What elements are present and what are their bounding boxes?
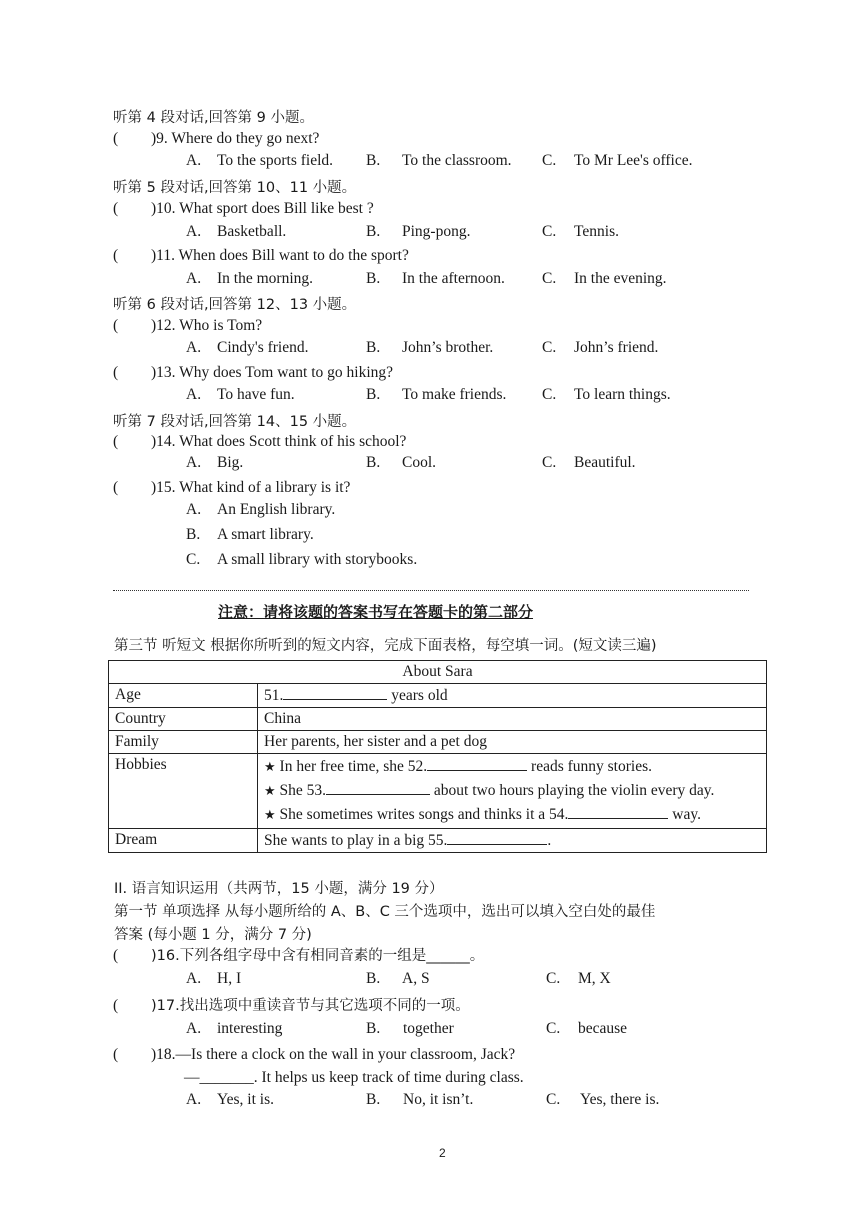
option-label: A. <box>186 1020 202 1037</box>
option-c: In the evening. <box>574 270 667 287</box>
star-icon: ★ <box>264 808 276 823</box>
question-18-reply: —_______. It helps us keep track of time during class. <box>184 1069 524 1086</box>
answer-paren: ( <box>113 433 119 450</box>
option-label: A. <box>186 970 202 987</box>
value-text: She sometimes writes songs and thinks it a 54. <box>279 806 569 823</box>
blank-number: 51. <box>264 687 284 704</box>
option-label: C. <box>542 223 557 240</box>
table-row <box>109 661 767 684</box>
option-c: To learn things. <box>574 386 671 403</box>
option-label: B. <box>366 970 381 987</box>
option-label: C. <box>546 970 561 987</box>
option-label: B. <box>366 152 381 169</box>
option-a: An English library. <box>217 501 336 518</box>
option-c: M, X <box>578 970 611 987</box>
about-sara-table <box>108 660 767 853</box>
table-key: Family <box>109 731 258 754</box>
question-11 <box>113 246 409 266</box>
option-a: Cindy's friend. <box>217 339 309 356</box>
question-text: )15. What kind of a library is it? <box>151 479 351 496</box>
option-b: Ping-pong. <box>402 223 471 240</box>
question-text: )13. Why does Tom want to go hiking? <box>151 364 394 381</box>
option-label: C. <box>186 551 201 568</box>
value-text: In her free time, she 52. <box>279 758 428 775</box>
hobby-line <box>264 779 760 803</box>
question-13 <box>113 363 393 383</box>
value-text: years old <box>391 687 448 704</box>
option-b: A, S <box>402 970 430 987</box>
segment-7-instruction: 听第 7 段对话,回答第 14、15 小题。 <box>113 414 357 430</box>
option-b: To the classroom. <box>402 152 512 169</box>
answer-paren: ( <box>113 997 119 1014</box>
option-c: To Mr Lee's office. <box>574 152 693 169</box>
answer-paren: ( <box>113 1046 119 1063</box>
question-17 <box>113 996 470 1016</box>
segment-6-instruction: 听第 6 段对话,回答第 12、13 小题。 <box>113 297 357 313</box>
option-b: Cool. <box>402 454 437 471</box>
table-row <box>109 684 767 708</box>
option-c: Tennis. <box>574 223 619 240</box>
value-text: She 53. <box>279 782 327 799</box>
option-label: A. <box>186 386 202 403</box>
option-label: B. <box>366 270 381 287</box>
option-b: In the afternoon. <box>402 270 505 287</box>
option-b: John’s brother. <box>402 339 494 356</box>
table-value: China <box>258 708 767 731</box>
question-text: )10. What sport does Bill like best ? <box>151 200 374 217</box>
segment-4-instruction: 听第 4 段对话,回答第 9 小题。 <box>113 110 314 126</box>
table-row <box>109 829 767 853</box>
star-icon: ★ <box>264 784 276 799</box>
option-label: B. <box>366 386 381 403</box>
option-label: C. <box>546 1091 561 1108</box>
answer-blank[interactable] <box>326 780 430 795</box>
hobby-line <box>264 755 760 779</box>
hobby-line <box>264 803 760 827</box>
segment-5-instruction: 听第 5 段对话,回答第 10、11 小题。 <box>113 180 357 196</box>
option-label: B. <box>366 1020 381 1037</box>
option-b: To make friends. <box>402 386 507 403</box>
star-icon: ★ <box>264 760 276 775</box>
option-label: C. <box>542 270 557 287</box>
question-12 <box>113 316 262 336</box>
table-value: Her parents, her sister and a pet dog <box>258 731 767 754</box>
answer-paren: ( <box>113 364 119 381</box>
table-key: Dream <box>109 829 258 853</box>
section-1-instruction-cont: 答案 (每小题 1 分，满分 7 分) <box>114 927 312 943</box>
option-a: Yes, it is. <box>217 1091 275 1108</box>
answer-blank[interactable] <box>283 685 387 700</box>
table-row <box>109 708 767 731</box>
answer-blank[interactable] <box>427 756 527 771</box>
question-text: )18.—Is there a clock on the wall in your classroom, Jack? <box>151 1046 516 1063</box>
option-c: Yes, there is. <box>580 1091 660 1108</box>
answer-paren: ( <box>113 130 119 147</box>
question-text: )11. When does Bill want to do the sport? <box>151 247 409 264</box>
section-3-instruction: 第三节 听短文 根据你所听到的短文内容，完成下面表格，每空填一词。(短文读三遍) <box>114 638 657 654</box>
option-label: C. <box>542 152 557 169</box>
option-c: Beautiful. <box>574 454 636 471</box>
value-text: She wants to play in a big 55. <box>264 832 448 849</box>
option-label: B. <box>366 454 381 471</box>
answer-paren: ( <box>113 479 119 496</box>
value-text: . <box>547 832 552 849</box>
question-15 <box>113 478 350 498</box>
option-label: A. <box>186 1091 202 1108</box>
table-value <box>258 829 767 853</box>
option-a: Basketball. <box>217 223 287 240</box>
option-label: C. <box>542 386 557 403</box>
option-c: John’s friend. <box>574 339 659 356</box>
table-key: Country <box>109 708 258 731</box>
question-14 <box>113 432 406 452</box>
option-label: A. <box>186 339 202 356</box>
option-label: B. <box>366 223 381 240</box>
table-value <box>258 684 767 708</box>
question-10 <box>113 199 374 219</box>
value-text: about two hours playing the violin every day. <box>433 782 715 799</box>
page-number: 2 <box>439 1146 446 1160</box>
option-label: B. <box>366 339 381 356</box>
option-label: A. <box>186 270 202 287</box>
option-c: A small library with storybooks. <box>217 551 418 568</box>
option-label: A. <box>186 454 202 471</box>
answer-paren: ( <box>113 947 119 964</box>
option-b: No, it isn’t. <box>403 1091 474 1108</box>
question-text: )14. What does Scott think of his school? <box>151 433 407 450</box>
option-a: interesting <box>217 1020 283 1037</box>
question-text: )12. Who is Tom? <box>151 317 263 334</box>
option-label: B. <box>366 1091 381 1108</box>
option-label: A. <box>186 501 202 518</box>
question-text: )16.下列各组字母中含有相同音素的一组是______。 <box>151 948 485 964</box>
question-16 <box>113 946 484 966</box>
option-label: B. <box>186 526 201 543</box>
table-row <box>109 754 767 829</box>
question-text: )9. Where do they go next? <box>151 130 320 147</box>
section-1-instruction: 第一节 单项选择 从每小题所给的 A、B、C 三个选项中，选出可以填入空白处的最佳 <box>114 904 656 920</box>
option-b: A smart library. <box>217 526 314 543</box>
question-18 <box>113 1045 515 1065</box>
option-label: C. <box>542 339 557 356</box>
value-text: way. <box>672 806 701 823</box>
part-2-heading: II. 语言知识运用（共两节，15 小题，满分 19 分） <box>114 881 444 897</box>
table-key: Age <box>109 684 258 708</box>
option-a: To have fun. <box>217 386 295 403</box>
answer-blank[interactable] <box>568 804 668 819</box>
table-key: Hobbies <box>109 754 258 829</box>
answer-paren: ( <box>113 247 119 264</box>
option-c: because <box>578 1020 628 1037</box>
question-9 <box>113 129 319 149</box>
value-text: reads funny stories. <box>531 758 652 775</box>
answer-paren: ( <box>113 317 119 334</box>
option-label: A. <box>186 223 202 240</box>
option-b: together <box>403 1020 454 1037</box>
table-value <box>258 754 767 829</box>
option-a: Big. <box>217 454 244 471</box>
option-a: In the morning. <box>217 270 313 287</box>
answer-paren: ( <box>113 200 119 217</box>
question-text: )17.找出选项中重读音节与其它选项不同的一项。 <box>151 998 470 1014</box>
option-label: C. <box>542 454 557 471</box>
answer-blank[interactable] <box>447 830 547 845</box>
option-label: A. <box>186 152 202 169</box>
option-a: H, I <box>217 970 242 987</box>
table-row <box>109 731 767 754</box>
answer-sheet-notice: 注意：请将该题的答案书写在答题卡的第二部分 <box>218 603 534 621</box>
option-a: To the sports field. <box>217 152 334 169</box>
dotted-divider <box>113 590 749 591</box>
option-label: C. <box>546 1020 561 1037</box>
table-title: About Sara <box>109 661 767 684</box>
